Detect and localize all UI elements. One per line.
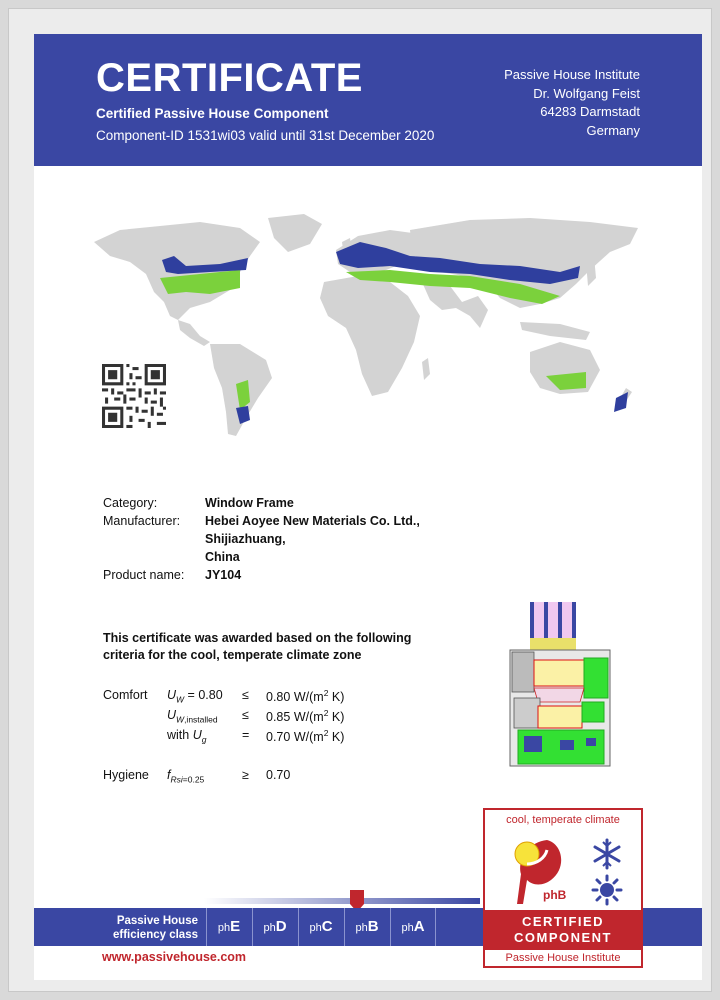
uw-limit-value: 0.80 — [266, 690, 291, 705]
window-frame-section-drawing — [500, 602, 618, 768]
qr-code — [102, 364, 166, 428]
leq-symbol: ≤ — [242, 708, 249, 722]
unit: W/(m — [293, 710, 324, 725]
badge-climate: cool, temperate climate — [506, 814, 620, 826]
uw-installed-limit — [266, 708, 344, 724]
unit-exp: 2 — [323, 728, 329, 738]
website-link[interactable]: www.passivehouse.com — [102, 950, 247, 964]
badge-certified-band — [485, 910, 641, 950]
category-value: Window Frame — [205, 496, 294, 510]
ug-prefix: with — [167, 728, 190, 742]
efficiency-class-phE — [206, 908, 251, 946]
efficiency-label-line: efficiency class — [112, 929, 198, 941]
ug-value: 0.70 — [266, 730, 291, 745]
efficiency-label-line: Passive House — [116, 915, 198, 927]
ug-limit — [266, 728, 344, 744]
criteria-line: This certificate was awarded based on the following — [103, 631, 412, 645]
product-label: Product name: — [103, 568, 185, 582]
address-line: Passive House Institute — [504, 67, 640, 82]
certificate-header — [34, 34, 702, 166]
certificate-frame — [8, 8, 712, 992]
certificate-subtitle: Certified Passive House Component — [96, 106, 329, 121]
unit: W/(m — [293, 730, 324, 745]
manufacturer-line: China — [205, 550, 240, 564]
class-prefix: ph — [355, 922, 368, 934]
efficiency-class-phC — [298, 908, 343, 946]
class-letter: A — [413, 918, 425, 935]
class-letter: E — [230, 918, 241, 935]
uw-value: 0.80 — [198, 688, 223, 702]
address-line: Dr. Wolfgang Feist — [533, 85, 640, 101]
criteria-intro — [103, 630, 411, 663]
sun-icon — [591, 874, 623, 906]
leq-symbol: ≤ — [242, 688, 249, 702]
badge-footer: Passive House Institute — [505, 952, 621, 964]
certificate-sheet — [34, 34, 702, 980]
badge-logo-text: phB — [543, 888, 567, 902]
class-prefix: ph — [263, 922, 276, 934]
snowflake-icon — [591, 838, 623, 870]
frsi-value: 0.70 — [266, 768, 291, 782]
badge-line: COMPONENT — [514, 930, 612, 945]
eq-symbol: = — [242, 728, 250, 742]
uw-limit — [266, 688, 344, 704]
class-prefix: ph — [217, 922, 231, 934]
class-letter: D — [275, 918, 287, 935]
unit-tail: K) — [328, 730, 345, 745]
unit-tail: K) — [328, 690, 345, 705]
uw-formula: $U_W = 0.80$ — [167, 688, 223, 705]
efficiency-class-phD — [252, 908, 297, 946]
address-line: Germany — [586, 122, 640, 138]
certificate-title: CERTIFICATE — [96, 56, 363, 100]
geq-symbol: ≥ — [242, 768, 249, 782]
manufacturer-line: Hebei Aoyee New Materials Co. Ltd., — [205, 514, 420, 528]
world-climate-map — [90, 212, 642, 440]
manufacturer-line: Shijiazhuang, — [205, 532, 286, 546]
criteria-line: criteria for the cool, temperate climate zone — [103, 647, 362, 662]
uw-installed-formula: $U_{W,installed}$ — [167, 708, 218, 725]
frsi-formula: $f_{Rsi=0.25}$ — [167, 768, 205, 785]
unit-exp: 2 — [323, 708, 329, 718]
comfort-label: Comfort — [103, 688, 148, 702]
badge-line: CERTIFIED — [521, 914, 605, 929]
hygiene-label: Hygiene — [103, 768, 149, 782]
unit-tail: K) — [328, 710, 345, 725]
product-value: JY104 — [205, 568, 242, 582]
component-id: Component-ID 1531wi03 valid until 31st December 2020 — [96, 128, 435, 143]
efficiency-class-phA — [390, 908, 436, 946]
unit-exp: 2 — [323, 688, 329, 698]
class-letter: B — [367, 918, 379, 935]
unit: W/(m — [293, 690, 324, 705]
manufacturer-label: Manufacturer: — [103, 514, 181, 528]
efficiency-label — [92, 914, 198, 942]
category-label: Category: — [103, 496, 158, 510]
class-prefix: ph — [309, 922, 322, 934]
class-letter: C — [321, 918, 333, 935]
certified-component-badge — [483, 808, 643, 968]
address-line: 64283 Darmstadt — [540, 104, 640, 119]
uw-installed-limit-value: 0.85 — [266, 710, 291, 725]
ug-formula: with $U_g$ — [167, 728, 207, 745]
institute-address — [504, 66, 640, 140]
class-prefix: ph — [401, 922, 414, 934]
efficiency-class-phB — [344, 908, 389, 946]
efficiency-gradient — [204, 898, 480, 904]
